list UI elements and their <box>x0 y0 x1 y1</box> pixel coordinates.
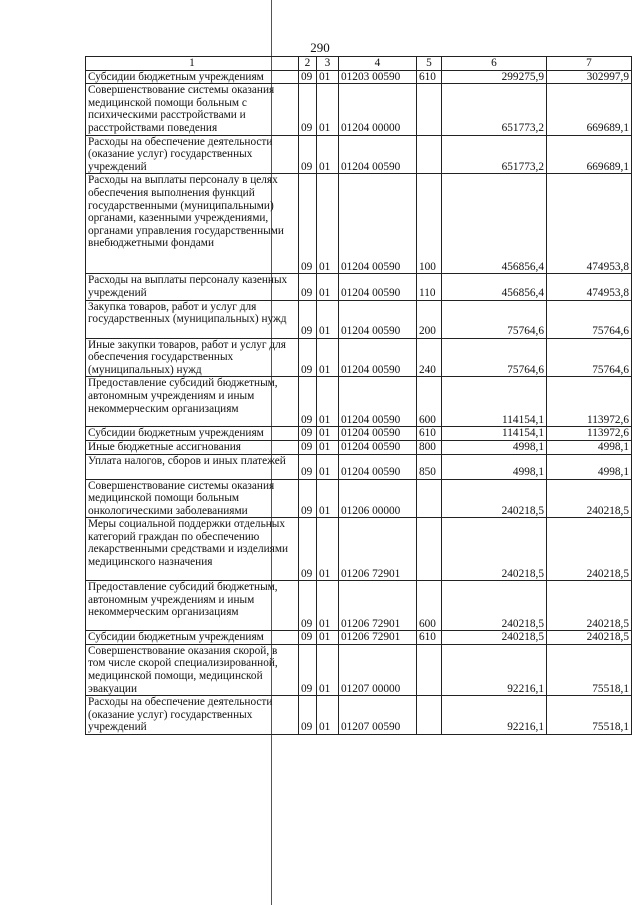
cell-c6: 240218,5 <box>442 479 547 518</box>
cell-c6: 240218,5 <box>442 581 547 631</box>
cell-c3: 01 <box>317 300 339 338</box>
cell-c5 <box>417 135 442 174</box>
cell-c2: 09 <box>299 631 317 645</box>
cell-c6: 299275,9 <box>442 70 547 84</box>
cell-c3: 01 <box>317 440 339 454</box>
table-row <box>86 300 632 338</box>
cell-c5: 600 <box>417 581 442 631</box>
cell-c4: 01207 00000 <box>339 644 417 695</box>
cell-c4: 01204 00590 <box>339 454 417 479</box>
cell-c3: 01 <box>317 377 339 427</box>
cell-c6: 114154,1 <box>442 377 547 427</box>
cell-c3: 01 <box>317 581 339 631</box>
cell-c4: 01206 00000 <box>339 479 417 518</box>
cell-c5 <box>417 696 442 735</box>
cell-c2: 09 <box>299 454 317 479</box>
cell-name: Совершенствование оказания скорой, в том числе скорой специализированной, медицинской помощи, медицинской эвакуации <box>86 644 299 695</box>
table-row <box>86 427 632 441</box>
table-row <box>86 518 632 581</box>
cell-c3: 01 <box>317 427 339 441</box>
cell-name: Субсидии бюджетным учреждениям <box>86 631 299 645</box>
cell-name: Субсидии бюджетным учреждениям <box>86 427 299 441</box>
cell-name: Расходы на обеспечение деятельности (оказание услуг) государственных учреждений <box>86 696 299 735</box>
cell-c3: 01 <box>317 644 339 695</box>
cell-c5 <box>417 518 442 581</box>
cell-c4: 01204 00590 <box>339 174 417 274</box>
cell-name: Иные бюджетные ассигнования <box>86 440 299 454</box>
cell-c7: 113972,6 <box>547 377 632 427</box>
budget-table <box>85 56 632 735</box>
cell-c6: 651773,2 <box>442 135 547 174</box>
cell-c6: 4998,1 <box>442 440 547 454</box>
cell-c3: 01 <box>317 518 339 581</box>
cell-c4: 01204 00000 <box>339 84 417 135</box>
table-row <box>86 631 632 645</box>
cell-c3: 01 <box>317 70 339 84</box>
cell-c7: 75518,1 <box>547 696 632 735</box>
cell-c6: 456856,4 <box>442 174 547 274</box>
table-row <box>86 338 632 377</box>
cell-c7: 669689,1 <box>547 135 632 174</box>
header-col-3: 3 <box>317 57 339 71</box>
table-row <box>86 581 632 631</box>
cell-c4: 01203 00590 <box>339 70 417 84</box>
header-row <box>86 57 632 71</box>
cell-c6: 651773,2 <box>442 84 547 135</box>
cell-c3: 01 <box>317 174 339 274</box>
cell-name: Субсидии бюджетным учреждениям <box>86 70 299 84</box>
cell-c7: 240218,5 <box>547 518 632 581</box>
cell-c2: 09 <box>299 440 317 454</box>
cell-c7: 302997,9 <box>547 70 632 84</box>
header-col-1: 1 <box>86 57 299 71</box>
cell-name: Предоставление субсидий бюджетным, автономным учреждениям и иным некоммерческим организациям <box>86 581 299 631</box>
table-row <box>86 174 632 274</box>
cell-c4: 01204 00590 <box>339 300 417 338</box>
cell-c4: 01204 00590 <box>339 338 417 377</box>
cell-c3: 01 <box>317 479 339 518</box>
table-row <box>86 454 632 479</box>
cell-name: Расходы на обеспечение деятельности (оказание услуг) государственных учреждений <box>86 135 299 174</box>
cell-c3: 01 <box>317 274 339 300</box>
cell-c5: 100 <box>417 174 442 274</box>
cell-c3: 01 <box>317 454 339 479</box>
cell-c5: 240 <box>417 338 442 377</box>
cell-c6: 75764,6 <box>442 300 547 338</box>
cell-c6: 114154,1 <box>442 427 547 441</box>
header-col-5: 5 <box>417 57 442 71</box>
table-row <box>86 440 632 454</box>
cell-c6: 4998,1 <box>442 454 547 479</box>
cell-c7: 474953,8 <box>547 274 632 300</box>
cell-c2: 09 <box>299 518 317 581</box>
cell-c5 <box>417 479 442 518</box>
cell-c4: 01207 00590 <box>339 696 417 735</box>
cell-c4: 01204 00590 <box>339 274 417 300</box>
cell-c2: 09 <box>299 84 317 135</box>
header-col-4: 4 <box>339 57 417 71</box>
cell-c5: 610 <box>417 631 442 645</box>
cell-c4: 01204 00590 <box>339 440 417 454</box>
cell-name: Расходы на выплаты персоналу в целях обеспечения выполнения функций государственными (муниципальными) органами, казенными учреждениями, органами управления государственными внебюджетными фондами <box>86 174 299 274</box>
table-row <box>86 70 632 84</box>
cell-name: Расходы на выплаты персоналу казенных учреждений <box>86 274 299 300</box>
cell-c6: 75764,6 <box>442 338 547 377</box>
cell-c3: 01 <box>317 135 339 174</box>
cell-c7: 75764,6 <box>547 300 632 338</box>
cell-c7: 474953,8 <box>547 174 632 274</box>
table-row <box>86 135 632 174</box>
cell-c4: 01204 00590 <box>339 135 417 174</box>
cell-c5 <box>417 644 442 695</box>
cell-c2: 09 <box>299 70 317 84</box>
table-row <box>86 644 632 695</box>
header-col-6: 6 <box>442 57 547 71</box>
cell-c7: 75518,1 <box>547 644 632 695</box>
cell-c2: 09 <box>299 174 317 274</box>
cell-c5: 610 <box>417 427 442 441</box>
cell-c7: 669689,1 <box>547 84 632 135</box>
cell-c4: 01206 72901 <box>339 518 417 581</box>
cell-c2: 09 <box>299 427 317 441</box>
cell-c7: 113972,6 <box>547 427 632 441</box>
cell-name: Уплата налогов, сборов и иных платежей <box>86 454 299 479</box>
table-row <box>86 84 632 135</box>
cell-c2: 09 <box>299 644 317 695</box>
cell-c6: 92216,1 <box>442 696 547 735</box>
table-row <box>86 274 632 300</box>
header-col-7: 7 <box>547 57 632 71</box>
cell-c5: 850 <box>417 454 442 479</box>
cell-c4: 01204 00590 <box>339 427 417 441</box>
cell-c5: 200 <box>417 300 442 338</box>
cell-c5: 610 <box>417 70 442 84</box>
cell-c7: 240218,5 <box>547 479 632 518</box>
cell-name: Совершенствование системы оказания медицинской помощи больным с психическими расстройствами и расстройствами поведения <box>86 84 299 135</box>
cell-c4: 01206 72901 <box>339 631 417 645</box>
page-number: 290 <box>310 40 330 55</box>
table-row <box>86 696 632 735</box>
cell-c2: 09 <box>299 377 317 427</box>
header-col-2: 2 <box>299 57 317 71</box>
cell-name: Предоставление субсидий бюджетным, автономным учреждениям и иным некоммерческим организациям <box>86 377 299 427</box>
cell-c7: 240218,5 <box>547 631 632 645</box>
cell-c2: 09 <box>299 300 317 338</box>
cell-name: Иные закупки товаров, работ и услуг для обеспечения государственных (муниципальных) нужд <box>86 338 299 377</box>
table-row <box>86 479 632 518</box>
cell-c3: 01 <box>317 696 339 735</box>
cell-c2: 09 <box>299 274 317 300</box>
cell-c5 <box>417 84 442 135</box>
cell-name: Совершенствование системы оказания медицинской помощи больным онкологическими заболеваниями <box>86 479 299 518</box>
cell-c7: 240218,5 <box>547 581 632 631</box>
cell-c2: 09 <box>299 696 317 735</box>
cell-c6: 240218,5 <box>442 631 547 645</box>
cell-c4: 01204 00590 <box>339 377 417 427</box>
cell-c7: 4998,1 <box>547 454 632 479</box>
cell-c4: 01206 72901 <box>339 581 417 631</box>
cell-c7: 4998,1 <box>547 440 632 454</box>
cell-c5: 600 <box>417 377 442 427</box>
cell-name: Закупка товаров, работ и услуг для государственных (муниципальных) нужд <box>86 300 299 338</box>
cell-name: Меры социальной поддержки отдельных категорий граждан по обеспечению лекарственными средствами и изделиями медицинского назначения <box>86 518 299 581</box>
table-row <box>86 377 632 427</box>
cell-c2: 09 <box>299 581 317 631</box>
cell-c7: 75764,6 <box>547 338 632 377</box>
cell-c3: 01 <box>317 338 339 377</box>
cell-c2: 09 <box>299 479 317 518</box>
cell-c2: 09 <box>299 338 317 377</box>
cell-c3: 01 <box>317 84 339 135</box>
cell-c6: 240218,5 <box>442 518 547 581</box>
cell-c5: 800 <box>417 440 442 454</box>
cell-c6: 456856,4 <box>442 274 547 300</box>
cell-c2: 09 <box>299 135 317 174</box>
cell-c5: 110 <box>417 274 442 300</box>
cell-c3: 01 <box>317 631 339 645</box>
cell-c6: 92216,1 <box>442 644 547 695</box>
